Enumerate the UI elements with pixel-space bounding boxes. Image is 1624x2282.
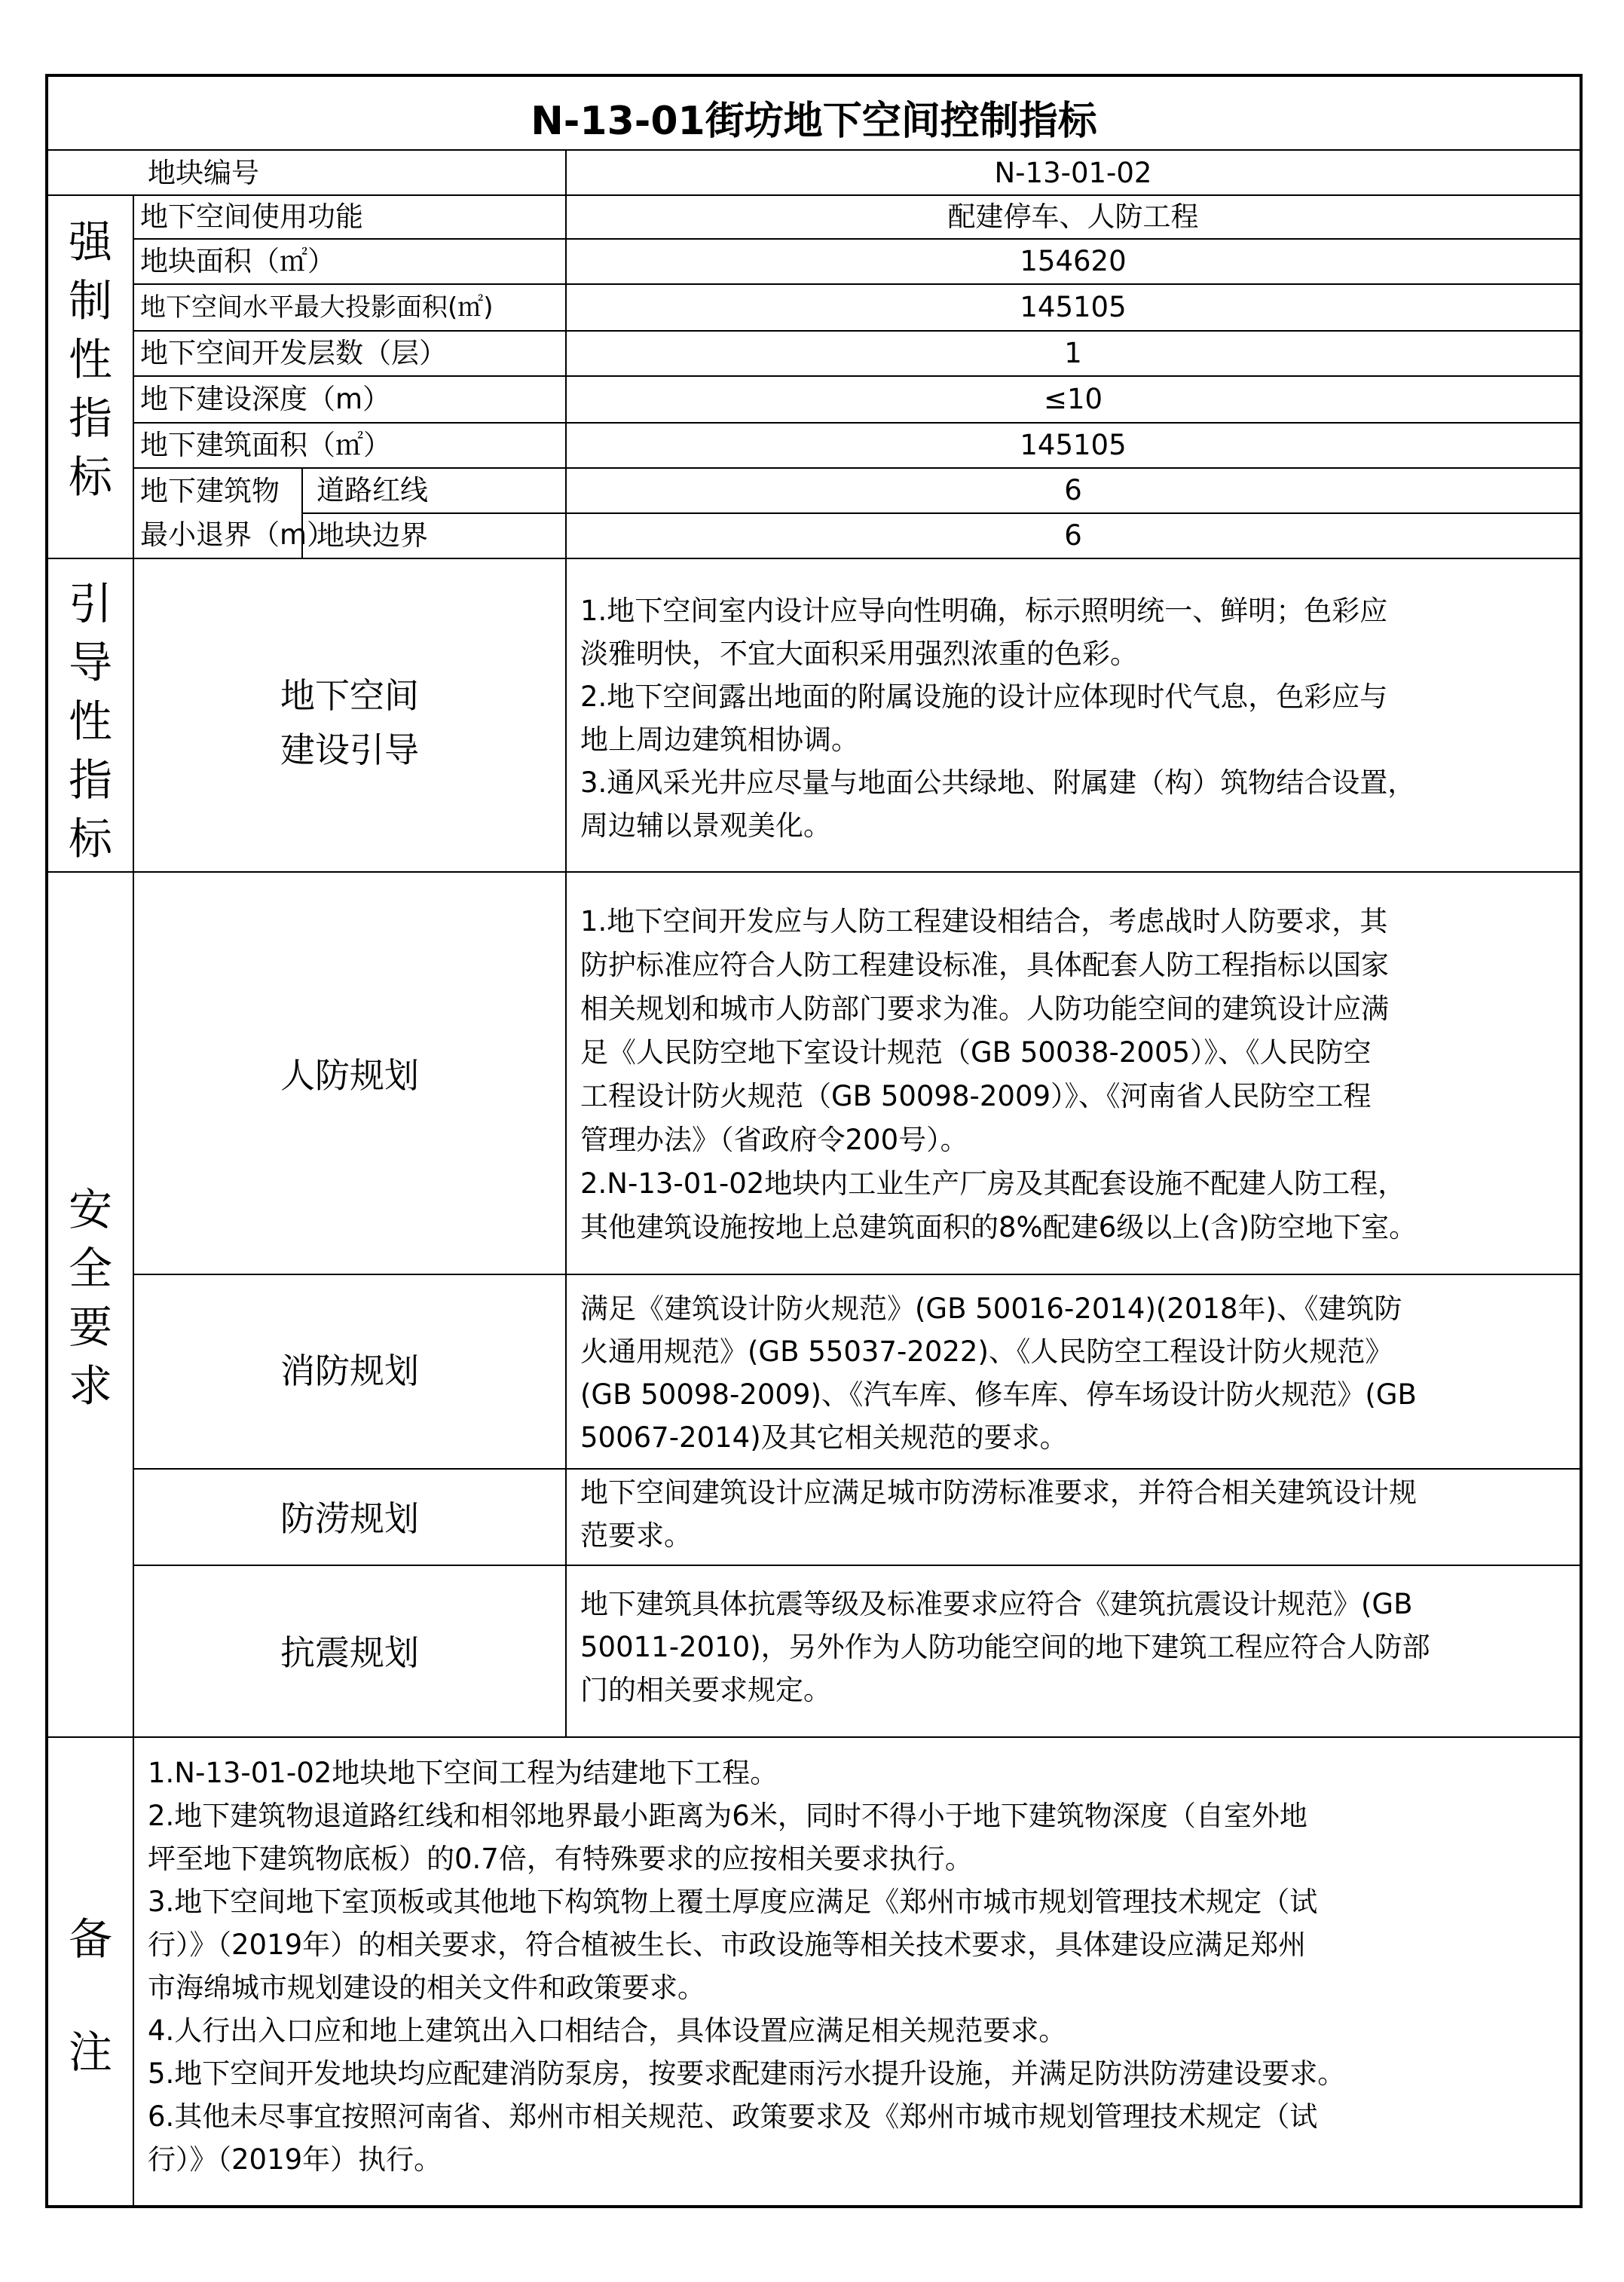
notes-line: 坪至地下建筑物底板）的0.7倍，有特殊要求的应按相关要求执行。: [148, 1843, 973, 1875]
mandatory-row-value: 145105: [1020, 429, 1127, 461]
mandatory-row-value: 154620: [1020, 245, 1127, 277]
safety-line: 门的相关要求规定。: [580, 1674, 831, 1706]
safety-line: 工程设计防火规范（GB 50098-2009）》、《河南省人民防空工程: [580, 1080, 1372, 1112]
divider: [48, 871, 1580, 873]
safety-category-label: 安全要求: [68, 1184, 112, 1412]
mandatory-row-label: 地下空间开发层数（层）: [140, 337, 447, 369]
notes-line: 市海绵城市规划建设的相关文件和政策要求。: [148, 1972, 705, 2004]
notes-line: 3.地下空间地下室顶板或其他地下构筑物上覆土厚度应满足《郑州市城市规划管理技术规定（试: [148, 1886, 1318, 1918]
safety-section-name: 抗震规划: [280, 1632, 419, 1673]
divider: [133, 194, 134, 2208]
safety-line: 满足《建筑设计防火规范》(GB 50016-2014)(2018年)、《建筑防: [580, 1292, 1402, 1325]
mandatory-row-value: 145105: [1020, 291, 1127, 323]
notes-category-text: 备注: [68, 1913, 112, 2078]
mandatory-row-label: 地下空间水平最大投影面积(㎡): [140, 292, 494, 323]
safety-line: 其他建筑设施按地上总建筑面积的8%配建6级以上(含)防空地下室。: [580, 1211, 1418, 1243]
safety-line: 地下建筑具体抗震等级及标准要求应符合《建筑抗震设计规范》(GB: [580, 1588, 1413, 1620]
safety-section-name: 消防规划: [280, 1351, 419, 1391]
safety-line: 地下空间建筑设计应满足城市防涝标准要求，并符合相关建筑设计规: [580, 1476, 1417, 1509]
notes-line: 行）》（2019年）的相关要求，符合植被生长、市政设施等相关技术要求，具体建设应满足郑州: [148, 1929, 1307, 1961]
mandatory-row-label: 地下建设深度（m）: [140, 383, 391, 415]
notes-line: 行）》（2019年）执行。: [148, 2143, 442, 2176]
safety-line: 足《人民防空地下室设计规范（GB 50038-2005）》、《人民防空: [580, 1036, 1372, 1069]
sheet-title: N-13-01街坊地下空间控制指标: [531, 99, 1097, 144]
safety-line: (GB 50098-2009)、《汽车库、修车库、停车场设计防火规范》(GB: [580, 1378, 1417, 1411]
divider: [48, 1736, 1580, 1738]
guidance-line: 2.地下空间露出地面的附属设施的设计应体现时代气息，色彩应与: [580, 681, 1388, 713]
guidance-line: 地上周边建筑相协调。: [580, 723, 859, 756]
safety-line: 范要求。: [580, 1519, 692, 1552]
setback-road-label: 道路红线: [317, 474, 428, 506]
safety-section-name: 防涝规划: [280, 1498, 419, 1539]
notes-line: 1.N-13-01-02地块地下空间工程为结建地下工程。: [148, 1757, 778, 1789]
notes-line: 4.人行出入口应和地上建筑出入口相结合，具体设置应满足相关规范要求。: [148, 2014, 1067, 2047]
mandatory-row-value: ≤10: [1043, 383, 1103, 415]
guidance-line: 周边辅以景观美化。: [580, 809, 831, 842]
notes-line: 5.地下空间开发地块均应配建消防泵房，按要求配建雨污水提升设施，并满足防洪防涝建设要求。: [148, 2057, 1346, 2090]
safety-line: 50067-2014)及其它相关规范的要求。: [580, 1421, 1068, 1454]
guidance-line: 淡雅明快，不宜大面积采用强烈浓重的色彩。: [580, 638, 1138, 670]
safety-line: 2.N-13-01-02地块内工业生产厂房及其配套设施不配建人防工程，: [580, 1167, 1406, 1200]
plot-number-label: 地块编号: [148, 157, 259, 189]
guidance-line: 3.通风采光井应尽量与地面公共绿地、附属建（构）筑物结合设置，: [580, 766, 1416, 799]
mandatory-row-label: 地下空间使用功能: [140, 200, 363, 233]
mandatory-row-label: 地下建筑面积（㎡）: [140, 429, 391, 461]
divider: [133, 1274, 1580, 1275]
guidance-section-line1: 地下空间: [280, 675, 419, 716]
mandatory-row-label: 地块面积（㎡）: [140, 245, 335, 277]
safety-line: 管理办法》（省政府令200号）。: [580, 1124, 968, 1156]
plot-number-value: N-13-01-02: [994, 157, 1152, 189]
safety-line: 相关规划和城市人防部门要求为准。人防功能空间的建筑设计应满: [580, 993, 1389, 1025]
control-indicator-sheet: [45, 74, 1583, 2208]
safety-line: 火通用规范》(GB 55037-2022)、《人民防空工程设计防火规范》: [580, 1335, 1393, 1368]
guidance-category-label: 引导性指标: [68, 578, 112, 864]
safety-line: 防护标准应符合人防工程建设标准，具体配套人防工程指标以国家: [580, 949, 1389, 981]
safety-line: 1.地下空间开发应与人防工程建设相结合，考虑战时人防要求，其: [580, 905, 1388, 938]
divider: [565, 149, 567, 1736]
divider: [133, 1565, 1580, 1566]
mandatory-row-value: 配建停车、人防工程: [947, 200, 1199, 233]
notes-line: 2.地下建筑物退道路红线和相邻地界最小距离为6米，同时不得小于地下建筑物深度（自室外地: [148, 1800, 1307, 1832]
setback-label-line1: 地下建筑物: [140, 475, 280, 507]
mandatory-row-value: 1: [1064, 337, 1082, 369]
guidance-line: 1.地下空间室内设计应导向性明确，标示照明统一、鲜明；色彩应: [580, 595, 1388, 627]
safety-section-name: 人防规划: [280, 1055, 419, 1096]
divider: [133, 1468, 1580, 1470]
guidance-section-line2: 建设引导: [280, 730, 419, 770]
setback-plot-value: 6: [1064, 519, 1082, 552]
notes-line: 6.其他未尽事宜按照河南省、郑州市相关规范、政策要求及《郑州市城市规划管理技术规定（试: [148, 2100, 1318, 2133]
mandatory-category-label: 强制性指标: [68, 216, 112, 503]
setback-label-line2: 最小退界（m）: [140, 518, 335, 551]
safety-line: 50011-2010)，另外作为人防功能空间的地下建筑工程应符合人防部: [580, 1631, 1430, 1663]
setback-road-value: 6: [1064, 474, 1082, 506]
setback-plot-label: 地块边界: [317, 519, 428, 552]
notes-category-label: [48, 1883, 133, 2109]
